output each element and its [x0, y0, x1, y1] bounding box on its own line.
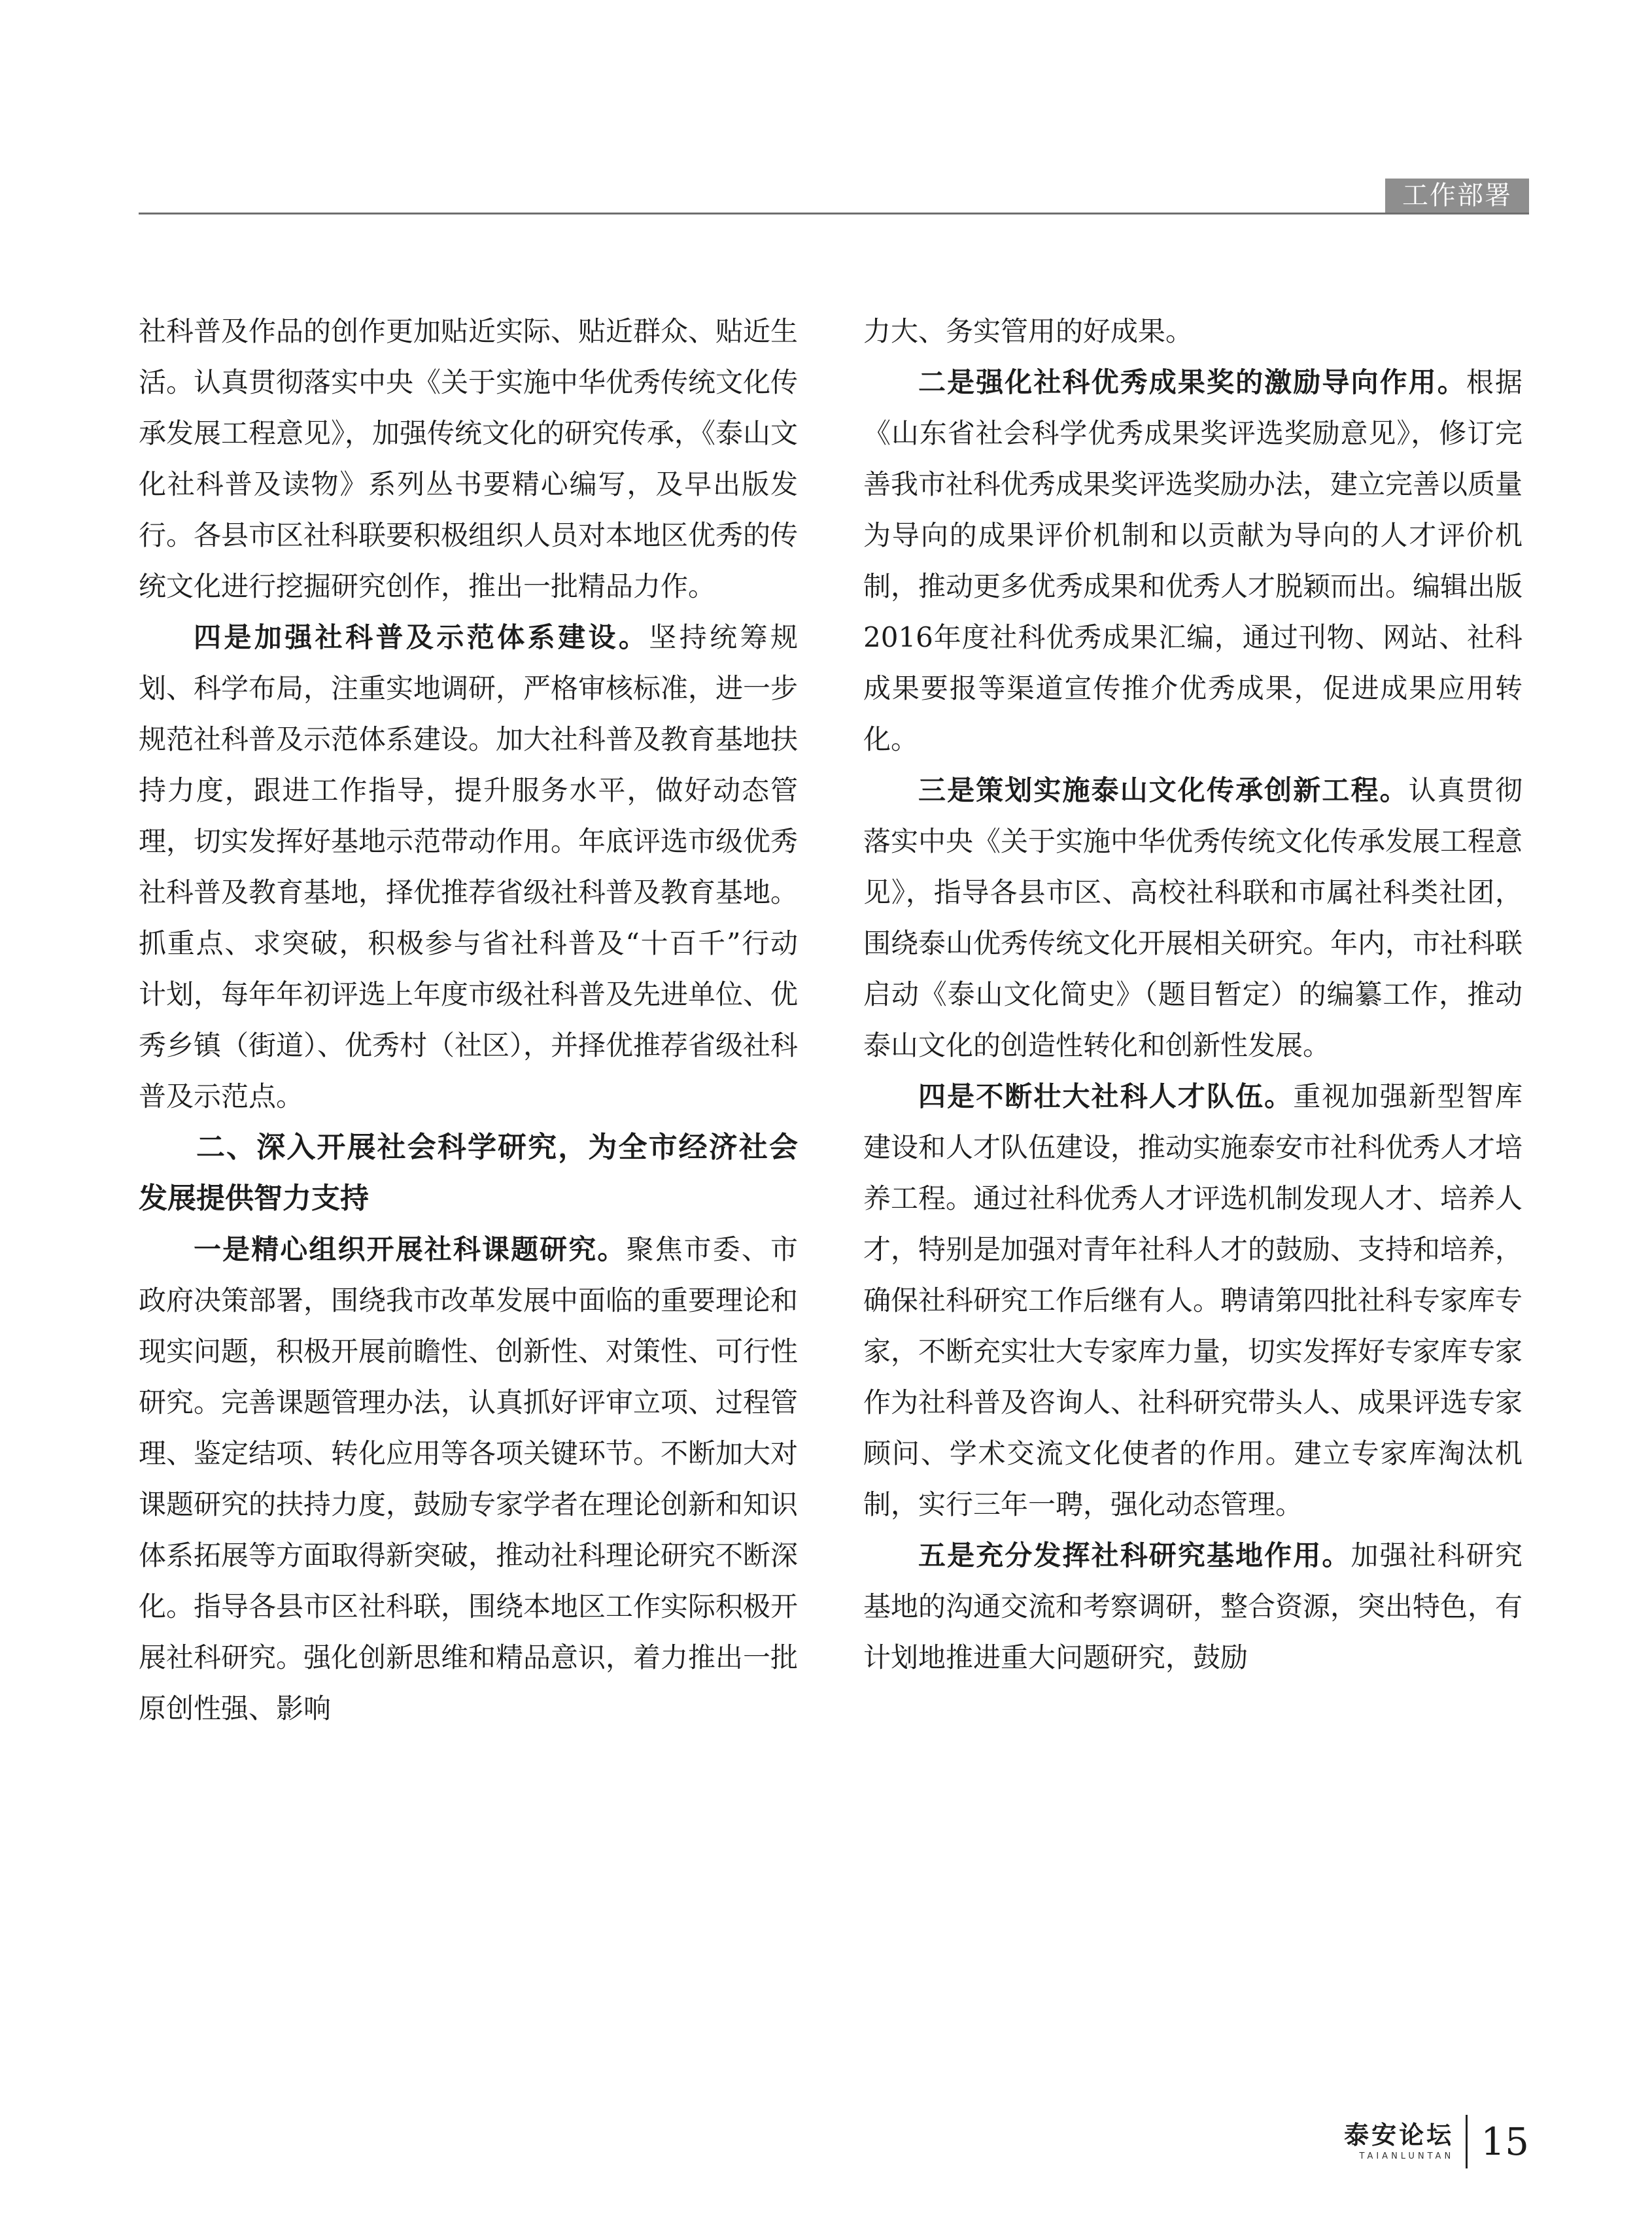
page-footer [1344, 2114, 1529, 2170]
left-column [139, 306, 798, 1734]
paragraph-lead: 四是不断壮大社科人才队伍。 [918, 1080, 1294, 1112]
paragraph-lead: 五是充分发挥社科研究基地作用。 [918, 1539, 1351, 1571]
page-number: 15 [1481, 2119, 1529, 2164]
magazine-pinyin: TAIANLUNTAN [1359, 2151, 1454, 2161]
section-heading: 二、深入开展社会科学研究，为全市经济社会发展提供智力支持 [139, 1131, 798, 1215]
paragraph-lead: 四是加强社科普及示范体系建设。 [194, 621, 649, 653]
paragraph [139, 1224, 798, 1734]
paragraph-body: 根据《山东省社会科学优秀成果奖评选奖励意见》，修订完善我市社科优秀成果奖评选奖励办法，建立完善以质量为导向的成果评价机制和以贡献为导向的人才评价机制，推动更多优秀成果和优秀人才脱颖而出。编辑出版2016年度社科优秀成果汇编，通过刊物、网站、社科成果要报等渠道宣传推介优秀成果，促进成果应用转化。 [863, 366, 1523, 755]
paragraph-body: 坚持统筹规划、科学布局，注重实地调研，严格审核标准，进一步规范社科普及示范体系建设。加大社科普及教育基地扶持力度，跟进工作指导，提升服务水平，做好动态管理，切实发挥好基地示范带动作用。年底评选市级优秀社科普及教育基地，择优推荐省级社科普及教育基地。抓重点、求突破，积极参与省社科普及“十百千”行动计划，每年年初评选上年度市级社科普及先进单位、优秀乡镇（街道）、优秀村（社区），并择优推荐省级社科普及示范点。 [139, 621, 799, 1112]
paragraph-lead: 二是强化社科优秀成果奖的激励导向作用。 [918, 366, 1466, 398]
paragraph [139, 612, 798, 1122]
paragraph [863, 1071, 1523, 1530]
paragraph [863, 765, 1523, 1071]
footer-divider [1466, 2115, 1468, 2168]
paragraph: 力大、务实管用的好成果。 [863, 315, 1194, 347]
paragraph: 社科普及作品的创作更加贴近实际、贴近群众、贴近生活。认真贯彻落实中央《关于实施中华优秀传统文化传承发展工程意见》，加强传统文化的研究传承，《泰山文化社科普及读物》系列丛书要精心编写，及早出版发行。各县市区社科联要积极组织人员对本地区优秀的传统文化进行挖掘研究创作，推出一批精品力作。 [139, 315, 799, 602]
paragraph-body: 认真贯彻落实中央《关于实施中华优秀传统文化传承发展工程意见》，指导各县市区、高校社科联和市属社科类社团，围绕泰山优秀传统文化开展相关研究。年内，市社科联启动《泰山文化简史》（题目暂定）的编纂工作，推动泰山文化的创造性转化和创新性发展。 [863, 774, 1523, 1061]
paragraph-body: 重视加强新型智库建设和人才队伍建设，推动实施泰安市社科优秀人才培养工程。通过社科优秀人才评选机制发现人才、培养人才，特别是加强对青年社科人才的鼓励、支持和培养，确保社科研究工作后继有人。聘请第四批社科专家库专家，不断充实壮大专家库力量，切实发挥好专家库专家作为社科普及咨询人、社科研究带头人、成果评选专家顾问、学术交流文化使者的作用。建立专家库淘汰机制，实行三年一聘，强化动态管理。 [863, 1080, 1523, 1520]
magazine-name: 泰安论坛 [1344, 2121, 1454, 2149]
magazine-masthead [1344, 2120, 1454, 2163]
paragraph [863, 357, 1523, 765]
paragraph-body: 聚焦市委、市政府决策部署，围绕我市改革发展中面临的重要理论和现实问题，积极开展前瞻性、创新性、对策性、可行性研究。完善课题管理办法，认真抓好评审立项、过程管理、鉴定结项、转化应用等各项关键环节。不断加大对课题研究的扶持力度，鼓励专家学者在理论创新和知识体系拓展等方面取得新突破，推动社科理论研究不断深化。指导各县市区社科联，围绕本地区工作实际积极开展社科研究。强化创新思维和精品意识，着力推出一批原创性强、影响 [139, 1233, 799, 1724]
section-tag: 工作部署 [1385, 179, 1529, 213]
paragraph-lead: 一是精心组织开展社科课题研究。 [194, 1233, 627, 1265]
paragraph [863, 1530, 1523, 1683]
paragraph-lead: 三是策划实施泰山文化传承创新工程。 [918, 774, 1409, 806]
header-rule [139, 213, 1529, 214]
right-column [863, 306, 1523, 1683]
paragraph-body: 加强社科研究基地的沟通交流和考察调研，整合资源，突出特色，有计划地推进重大问题研究，鼓励 [863, 1539, 1523, 1673]
